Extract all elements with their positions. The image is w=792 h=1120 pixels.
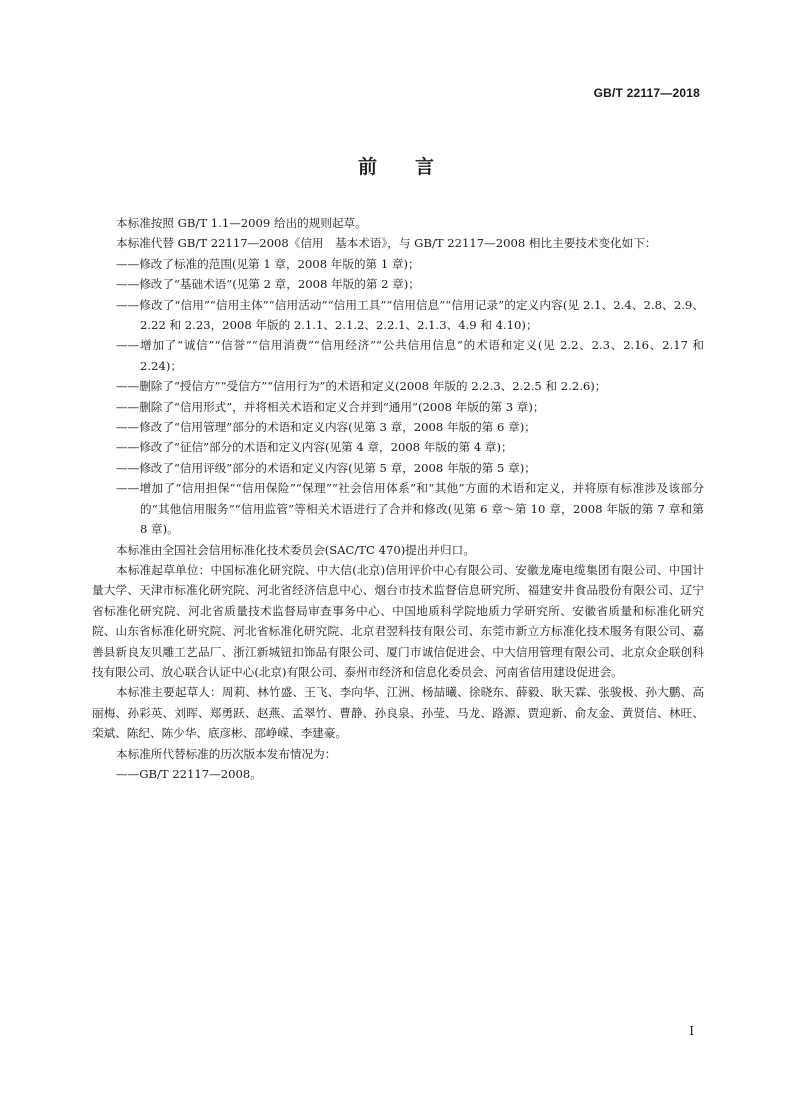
paragraph-proposed-by: 本标准由全国社会信用标准化技术委员会(SAC/TC 470)提出并归口。 — [116, 542, 475, 557]
change-item: ——修改了“征信”部分的术语和定义内容(见第 4 章，2008 年版的第 4 章)； — [116, 440, 513, 455]
paragraph-drafting-rules: 本标准按照 GB/T 1.1—2009 给出的规则起草。 — [116, 216, 367, 230]
change-item: ——删除了“信用形式”，并将相关术语和定义合并到“通用”(2008 年版的第 3 章)； — [116, 399, 545, 414]
paragraph-drafters: 本标准主要起草人：周莉、林竹盛、王飞、李向华、江洲、杨喆曦、徐晓东、薛毅、耿天霖、张骏极、孙大鹏、高丽梅、孙彩英、刘晖、郑勇跃、赵燕、孟翠竹、曹静、孙良泉、孙莹、马龙、路源、贾迎新、俞友金、黄贤信、林旺、栾斌、陈纪、陈少华、底彦彬、邵峥嵘、李建豪。 — [92, 685, 704, 741]
change-item: ——删除了“授信方”“受信方”“信用行为”的术语和定义(2008 年版的 2.2.3、2.2.5 和 2.2.6)； — [116, 379, 607, 394]
paragraph-drafting-units: 本标准起草单位：中国标准化研究院、中大信(北京)信用评价中心有限公司、安徽龙庵电缆集团有限公司、中国计量大学、天津市标准化研究院、河北省经济信息中心、烟台市技术监督信息研究所、福建安井食品股份有限公司、辽宁省标准化研究院、河北省质量技术监督局审查事务中心、中国地质科学院地质力学研究所、安徽省质量和标准化研究院、山东省标准化研究院、河北省标准化研究院、北京君翌科技有限公司、东莞市新立方标准化技术服务有限公司、嘉善县新良友贝雕工艺品厂、浙江新城钮扣饰品有限公司、厦门市诚信促进会、中大信用管理有限公司、北京众企联创科技有限公司、放心联合认证中心(北京)有限公司、泰州市经济和信息化委员会、河南省信用建设促进会。 — [92, 562, 704, 679]
paragraph-history: 本标准所代替标准的历次版本发布情况为： — [116, 746, 337, 761]
change-item: ——修改了标准的范围(见第 1 章，2008 年版的第 1 章)； — [116, 256, 420, 271]
foreword-body — [92, 213, 704, 784]
page-number: I — [689, 1024, 694, 1038]
change-item: ——修改了“基础术语”(见第 2 章，2008 年版的第 2 章)； — [116, 277, 420, 292]
change-item: ——修改了“信用管理”部分的术语和定义内容(见第 3 章，2008 年版的第 6 章)； — [116, 420, 536, 435]
standard-code: GB/T 22117—2018 — [593, 86, 700, 100]
page-title: 前言 — [357, 156, 472, 178]
change-item: ——修改了“信用”“信用主体”“信用活动”“信用工具”“信用信息”“信用记录”的定义内容(见 2.1、2.4、2.8、2.9、2.22 和 2.23，2008 年版的 2.1.1、2.1.2、2.2.1、2.1.3、4.9 和 4.10)； — [116, 297, 704, 333]
change-item: ——增加了“诚信”“信誉”“信用消费”“信用经济”“公共信用信息”的术语和定义(见 2.2、2.3、2.16、2.17 和 2.24)； — [116, 338, 704, 373]
change-item: ——修改了“信用评级”部分的术语和定义内容(见第 5 章，2008 年版的第 5 章)； — [116, 460, 536, 475]
history-item: ——GB/T 22117—2008。 — [116, 766, 262, 781]
paragraph-replaces: 本标准代替 GB/T 22117—2008《信用 基本术语》，与 GB/T 22117—2008 相比主要技术变化如下： — [116, 236, 657, 251]
change-item: ——增加了“信用担保”“信用保险”“保理”“社会信用体系”和“其他”方面的术语和定义，并将原有标准涉及该部分的“其他信用服务”“信用监管”等相关术语进行了合并和修改(见第 6 章～第 10 章，2008 年版的第 7 章和第 8 章)。 — [116, 481, 704, 537]
